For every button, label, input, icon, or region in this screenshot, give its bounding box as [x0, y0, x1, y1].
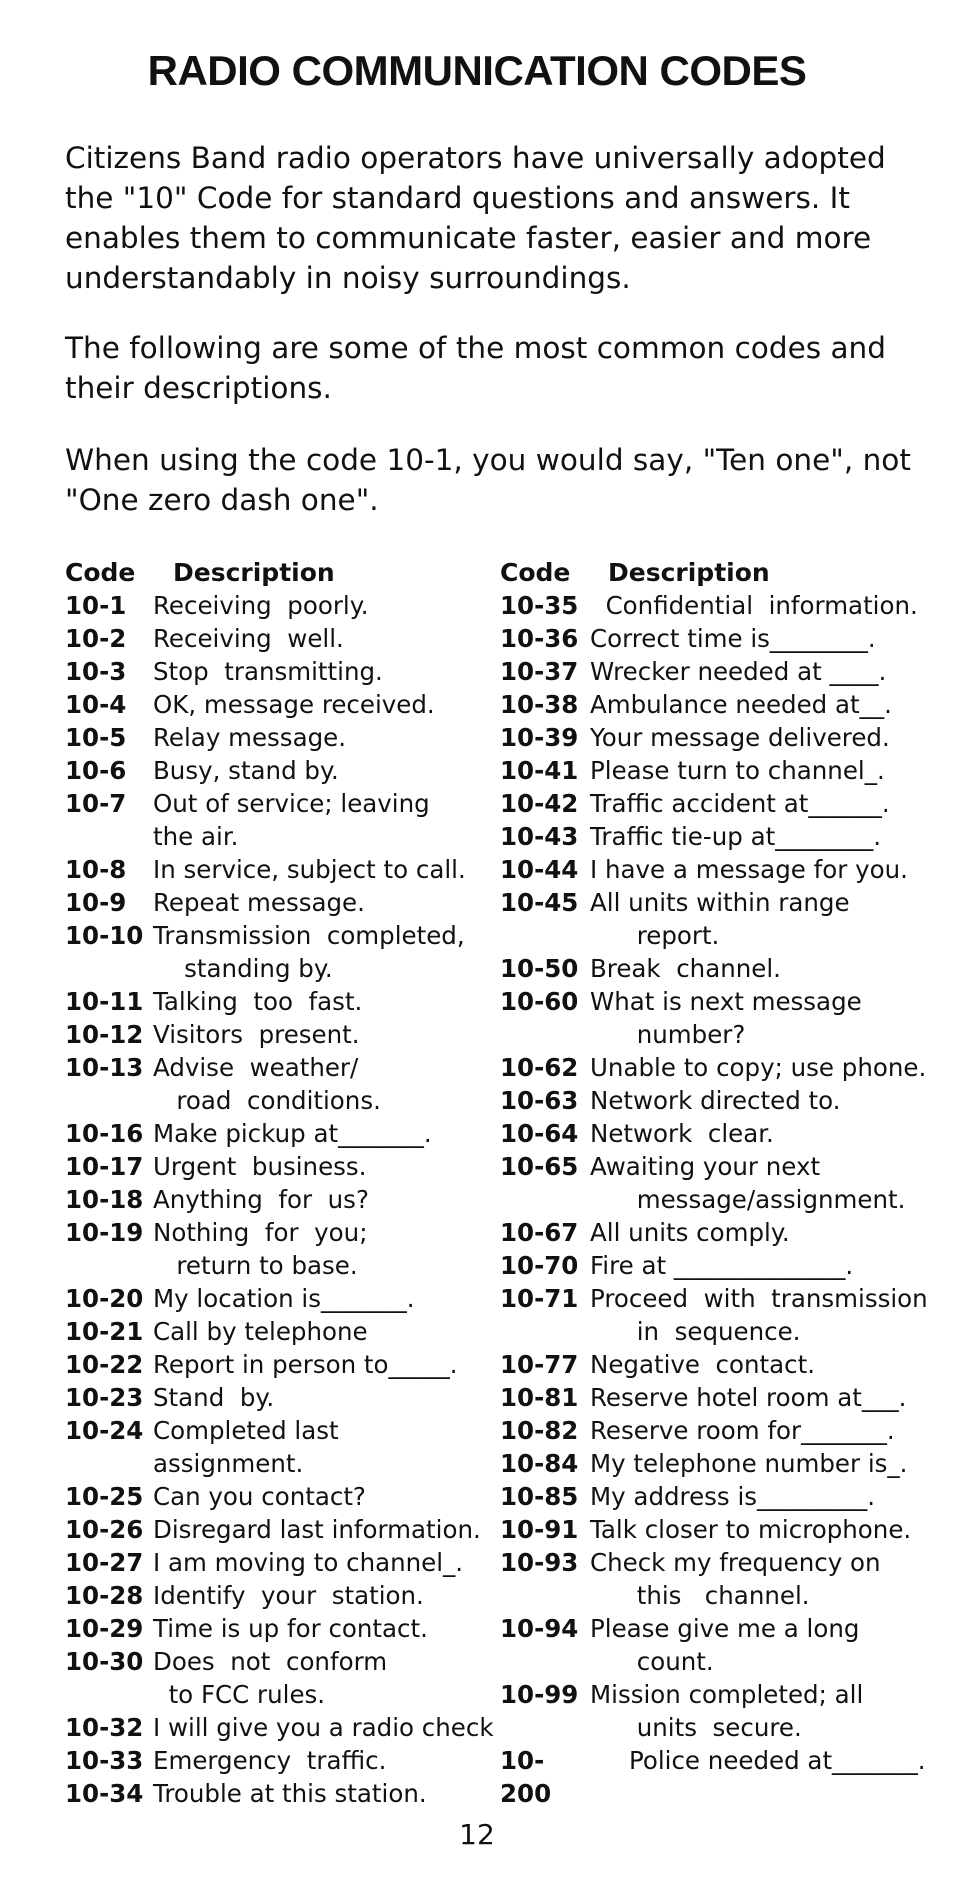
code-description: Identify your station.	[153, 1581, 424, 1610]
page-number: 12	[459, 1818, 495, 1851]
code-row	[500, 952, 940, 985]
code-number: 10-43	[500, 822, 579, 851]
code-number: 10-6	[65, 756, 127, 785]
code-row	[65, 1480, 495, 1513]
code-description: Proceed with transmission in sequence.	[590, 1284, 928, 1346]
code-description: Emergency traffic.	[153, 1746, 387, 1775]
code-row	[500, 1282, 940, 1348]
code-number: 10-1	[65, 591, 127, 620]
code-row	[500, 1414, 940, 1447]
code-row	[65, 655, 495, 688]
code-row	[65, 1051, 495, 1117]
code-number: 10-45	[500, 888, 579, 917]
code-description: Please turn to channel_.	[590, 756, 885, 785]
code-row	[65, 1777, 495, 1810]
code-row	[65, 1744, 495, 1777]
code-description: Report in person to_____.	[153, 1350, 458, 1379]
codes-column-right	[500, 556, 940, 1810]
code-row	[500, 820, 940, 853]
code-row	[65, 1546, 495, 1579]
code-row	[500, 1381, 940, 1414]
column-header	[500, 556, 940, 589]
code-number: 10-67	[500, 1218, 579, 1247]
code-number: 10-12	[65, 1020, 144, 1049]
code-row	[65, 754, 495, 787]
code-description: Transmission completed, standing by.	[153, 921, 465, 983]
code-description: Please give me a long count.	[590, 1614, 860, 1676]
code-number: 10-82	[500, 1416, 579, 1445]
code-description: Trouble at this station.	[153, 1779, 427, 1808]
code-row	[65, 919, 495, 985]
code-description: Talk closer to microphone.	[590, 1515, 912, 1544]
code-number: 10-91	[500, 1515, 579, 1544]
code-row	[500, 589, 940, 622]
code-number: 10-17	[65, 1152, 144, 1181]
code-row	[65, 853, 495, 886]
code-description: In service, subject to call.	[153, 855, 466, 884]
code-description: Correct time is________.	[590, 624, 876, 653]
code-description: What is next message number?	[590, 987, 862, 1049]
code-row	[65, 1216, 495, 1282]
code-number: 10-85	[500, 1482, 579, 1511]
code-description: Nothing for you; return to base.	[153, 1218, 368, 1280]
code-description: Network directed to.	[590, 1086, 841, 1115]
code-number: 10-62	[500, 1053, 579, 1082]
code-number: 10-39	[500, 723, 579, 752]
code-row	[65, 985, 495, 1018]
code-description: Negative contact.	[590, 1350, 815, 1379]
code-description: Anything for us?	[153, 1185, 369, 1214]
code-number: 10-60	[500, 987, 579, 1016]
code-row	[500, 1612, 940, 1678]
code-row	[65, 688, 495, 721]
intro-paragraph-3: When using the code 10-1, you would say, "Ten one", not "One zero dash one".	[65, 443, 911, 517]
code-number: 10-34	[65, 1779, 144, 1808]
code-row	[500, 1546, 940, 1612]
code-description: Repeat message.	[153, 888, 365, 917]
code-description: Relay message.	[153, 723, 346, 752]
code-description: Network clear.	[590, 1119, 774, 1148]
code-number: 10-99	[500, 1680, 579, 1709]
code-description: My telephone number is_.	[590, 1449, 908, 1478]
code-description: Advise weather/ road conditions.	[153, 1053, 381, 1115]
code-description: Busy, stand by.	[153, 756, 339, 785]
code-description: Visitors present.	[153, 1020, 360, 1049]
code-row	[500, 1150, 940, 1216]
code-description: Check my frequency on this channel.	[590, 1548, 881, 1610]
code-number: 10-33	[65, 1746, 144, 1775]
code-row	[500, 1744, 940, 1810]
code-description: Reserve hotel room at___.	[590, 1383, 907, 1412]
code-row	[65, 1513, 495, 1546]
code-number: 10-2	[65, 624, 127, 653]
code-number: 10-23	[65, 1383, 144, 1412]
code-row	[65, 787, 495, 853]
code-description: Out of service; leaving the air.	[153, 789, 430, 851]
code-row	[65, 1117, 495, 1150]
code-number: 10-63	[500, 1086, 579, 1115]
code-description: Make pickup at_______.	[153, 1119, 432, 1148]
code-number: 10-93	[500, 1548, 579, 1577]
code-number: 10-65	[500, 1152, 579, 1181]
header-description: Description	[608, 558, 770, 587]
code-number: 10-30	[65, 1647, 144, 1676]
code-row	[500, 853, 940, 886]
header-description: Description	[173, 558, 335, 587]
code-description: I am moving to channel_.	[153, 1548, 464, 1577]
code-row	[500, 622, 940, 655]
code-row	[500, 985, 940, 1051]
code-description: Can you contact?	[153, 1482, 366, 1511]
code-number: 10-27	[65, 1548, 144, 1577]
code-description: All units comply.	[590, 1218, 790, 1247]
code-row	[500, 754, 940, 787]
code-number: 10-44	[500, 855, 579, 884]
code-row	[500, 1051, 940, 1084]
code-description: Traffic accident at______.	[590, 789, 890, 818]
code-row	[500, 1348, 940, 1381]
code-description: Police needed at_______.	[590, 1746, 926, 1775]
code-description: Stand by.	[153, 1383, 275, 1412]
code-description: Talking too fast.	[153, 987, 363, 1016]
code-row	[65, 622, 495, 655]
code-number: 10-20	[65, 1284, 144, 1313]
code-number: 10-41	[500, 756, 579, 785]
code-row	[65, 1381, 495, 1414]
code-number: 10-50	[500, 954, 579, 983]
code-number: 10-3	[65, 657, 127, 686]
code-description: Your message delivered.	[590, 723, 890, 752]
code-number: 10-9	[65, 888, 127, 917]
code-number: 10-29	[65, 1614, 144, 1643]
code-number: 10-25	[65, 1482, 144, 1511]
intro-paragraph-1: Citizens Band radio operators have universally adopted the "10" Code for standard questions and answers. It enables them to communicate faster, easier and more understandably in noisy surroundings.	[65, 141, 886, 295]
code-number: 10-18	[65, 1185, 144, 1214]
code-description: My location is_______.	[153, 1284, 415, 1313]
code-description: Unable to copy; use phone.	[590, 1053, 927, 1082]
code-number: 10-28	[65, 1581, 144, 1610]
code-row	[500, 1513, 940, 1546]
code-description: Time is up for contact.	[153, 1614, 428, 1643]
code-number: 10-70	[500, 1251, 579, 1280]
code-number: 10-37	[500, 657, 579, 686]
code-description: Stop transmitting.	[153, 657, 383, 686]
code-description: All units within range report.	[590, 888, 850, 950]
code-row	[500, 1117, 940, 1150]
code-number: 10-36	[500, 624, 579, 653]
code-description: OK, message received.	[153, 690, 435, 719]
code-row	[65, 721, 495, 754]
code-row	[65, 1579, 495, 1612]
intro-paragraph-2: The following are some of the most common codes and their descriptions.	[65, 331, 886, 405]
code-description: Ambulance needed at__.	[590, 690, 892, 719]
code-description: Disregard last information.	[153, 1515, 481, 1544]
code-number: 10-13	[65, 1053, 144, 1082]
code-number: 10-42	[500, 789, 579, 818]
code-row	[500, 886, 940, 952]
code-row	[65, 589, 495, 622]
code-row	[500, 787, 940, 820]
code-description: Mission completed; all units secure.	[590, 1680, 864, 1742]
header-code: Code	[65, 558, 136, 587]
code-row	[65, 1183, 495, 1216]
code-row	[500, 1480, 940, 1513]
code-number: 10-21	[65, 1317, 144, 1346]
code-number: 10-10	[65, 921, 144, 950]
code-row	[500, 1084, 940, 1117]
code-description: Fire at ______________.	[590, 1251, 854, 1280]
code-number: 10-71	[500, 1284, 579, 1313]
code-row	[65, 1645, 495, 1711]
code-number: 10-11	[65, 987, 144, 1016]
code-description: Traffic tie-up at________.	[590, 822, 881, 851]
code-number: 10-200	[500, 1746, 552, 1808]
code-row	[500, 1216, 940, 1249]
code-row	[500, 1678, 940, 1744]
code-row	[500, 1447, 940, 1480]
code-number: 10-16	[65, 1119, 144, 1148]
code-number: 10-84	[500, 1449, 579, 1478]
code-number: 10-7	[65, 789, 127, 818]
code-number: 10-5	[65, 723, 127, 752]
code-row	[65, 1018, 495, 1051]
code-row	[65, 1348, 495, 1381]
code-row	[65, 1414, 495, 1480]
code-number: 10-81	[500, 1383, 579, 1412]
code-row	[65, 886, 495, 919]
code-number: 10-77	[500, 1350, 579, 1379]
code-row	[65, 1150, 495, 1183]
code-number: 10-64	[500, 1119, 579, 1148]
page-title: RADIO COMMUNICATION CODES	[147, 47, 807, 94]
code-row	[500, 688, 940, 721]
column-header	[65, 556, 495, 589]
code-number: 10-32	[65, 1713, 144, 1742]
code-description: Wrecker needed at ____.	[590, 657, 887, 686]
code-row	[65, 1282, 495, 1315]
code-description: My address is_________.	[590, 1482, 876, 1511]
code-number: 10-4	[65, 690, 127, 719]
code-description: Reserve room for_______.	[590, 1416, 895, 1445]
code-description: I have a message for you.	[590, 855, 908, 884]
code-number: 10-24	[65, 1416, 144, 1445]
code-description: Call by telephone	[153, 1317, 368, 1346]
code-description: Awaiting your next message/assignment.	[590, 1152, 906, 1214]
codes-column-left	[65, 556, 495, 1810]
header-code: Code	[500, 558, 571, 587]
code-row	[500, 721, 940, 754]
code-number: 10-22	[65, 1350, 144, 1379]
code-description: I will give you a radio check	[153, 1713, 494, 1742]
code-row	[65, 1612, 495, 1645]
code-description: Completed last assignment.	[153, 1416, 347, 1478]
code-row	[65, 1711, 495, 1744]
code-description: Receiving well.	[153, 624, 344, 653]
code-description: Break channel.	[590, 954, 781, 983]
code-number: 10-94	[500, 1614, 579, 1643]
code-row	[65, 1315, 495, 1348]
code-description: Confidential information.	[590, 591, 918, 620]
code-number: 10-35	[500, 591, 579, 620]
code-number: 10-19	[65, 1218, 144, 1247]
code-description: Receiving poorly.	[153, 591, 369, 620]
code-number: 10-38	[500, 690, 579, 719]
code-row	[500, 655, 940, 688]
code-number: 10-26	[65, 1515, 144, 1544]
code-row	[500, 1249, 940, 1282]
code-description: Urgent business.	[153, 1152, 367, 1181]
code-description: Does not conform to FCC rules.	[153, 1647, 388, 1709]
code-number: 10-8	[65, 855, 127, 884]
